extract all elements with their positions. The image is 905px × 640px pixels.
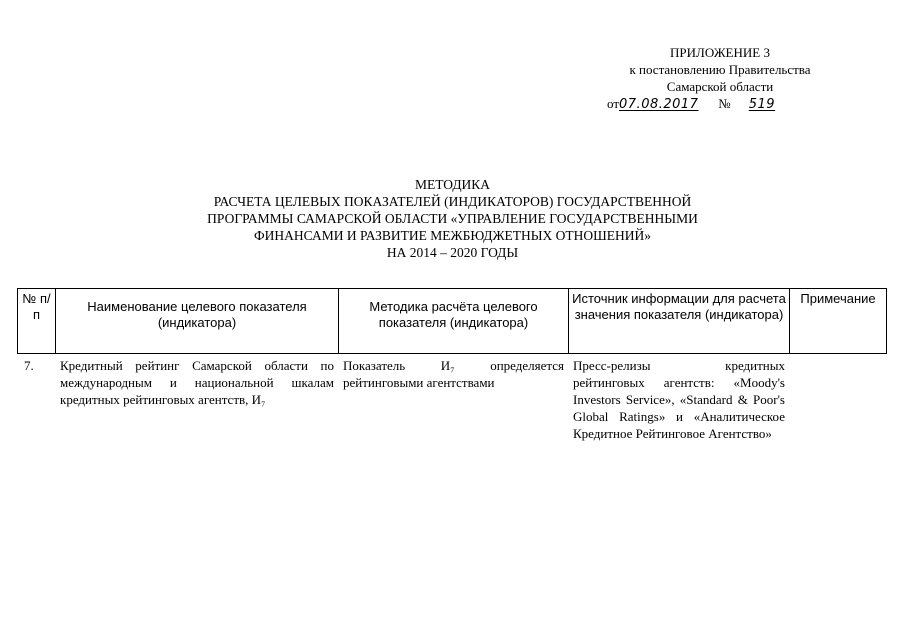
handwritten-number: 519 — [748, 97, 776, 112]
date-prefix: от — [607, 96, 620, 111]
table-row — [18, 354, 887, 446]
title-line-1: МЕТОДИКА — [414, 177, 491, 192]
appendix-block — [605, 44, 835, 113]
appendix-line-1: к постановлению Правительства — [629, 62, 811, 77]
number-prefix: № — [718, 96, 731, 111]
table-header-row — [18, 289, 887, 354]
cell-name: Кредитный рейтинг Самарской области по международным и национальной шкалам кредитных рейтинговых агентств, И₇ — [60, 358, 334, 407]
header-note: Примечание — [790, 289, 887, 354]
title-line-3: ПРОГРАММЫ САМАРСКОЙ ОБЛАСТИ «УПРАВЛЕНИЕ ГОСУДАРСТВЕННЫМИ — [207, 211, 698, 226]
appendix-line-2: Самарской области — [666, 79, 774, 94]
appendix-date-line — [605, 95, 835, 113]
cell-num: 7. — [24, 358, 34, 373]
title-line-4: ФИНАНСАМИ И РАЗВИТИЕ МЕЖБЮДЖЕТНЫХ ОТНОШЕНИЙ» — [253, 228, 652, 243]
document-title — [0, 176, 905, 261]
title-line-2: РАСЧЕТА ЦЕЛЕВЫХ ПОКАЗАТЕЛЕЙ (ИНДИКАТОРОВ) ГОСУДАРСТВЕННОЙ — [213, 194, 692, 209]
header-num: № п/п — [18, 289, 56, 354]
header-source: Источник информации для расчета значения показателя (индикатора) — [569, 289, 790, 354]
handwritten-date: 07.08.2017 — [619, 97, 699, 112]
indicators-table — [17, 288, 887, 445]
header-name: Наименование целевого показателя (индикатора) — [56, 289, 339, 354]
header-method: Методика расчёта целевого показателя (индикатора) — [339, 289, 569, 354]
cell-note — [790, 354, 887, 446]
cell-source: Пресс-релизы кредитных рейтинговых агентств: «Moody's Investors Service», «Standard & Poor's Global Ratings» и «Аналитическое Кредитное Рейтинговое Агентство» — [573, 358, 785, 441]
cell-method: Показатель И₇ определяется рейтинговыми агентствами — [343, 358, 564, 390]
appendix-title: ПРИЛОЖЕНИЕ 3 — [670, 45, 770, 60]
title-line-5: НА 2014 – 2020 ГОДЫ — [386, 245, 519, 260]
